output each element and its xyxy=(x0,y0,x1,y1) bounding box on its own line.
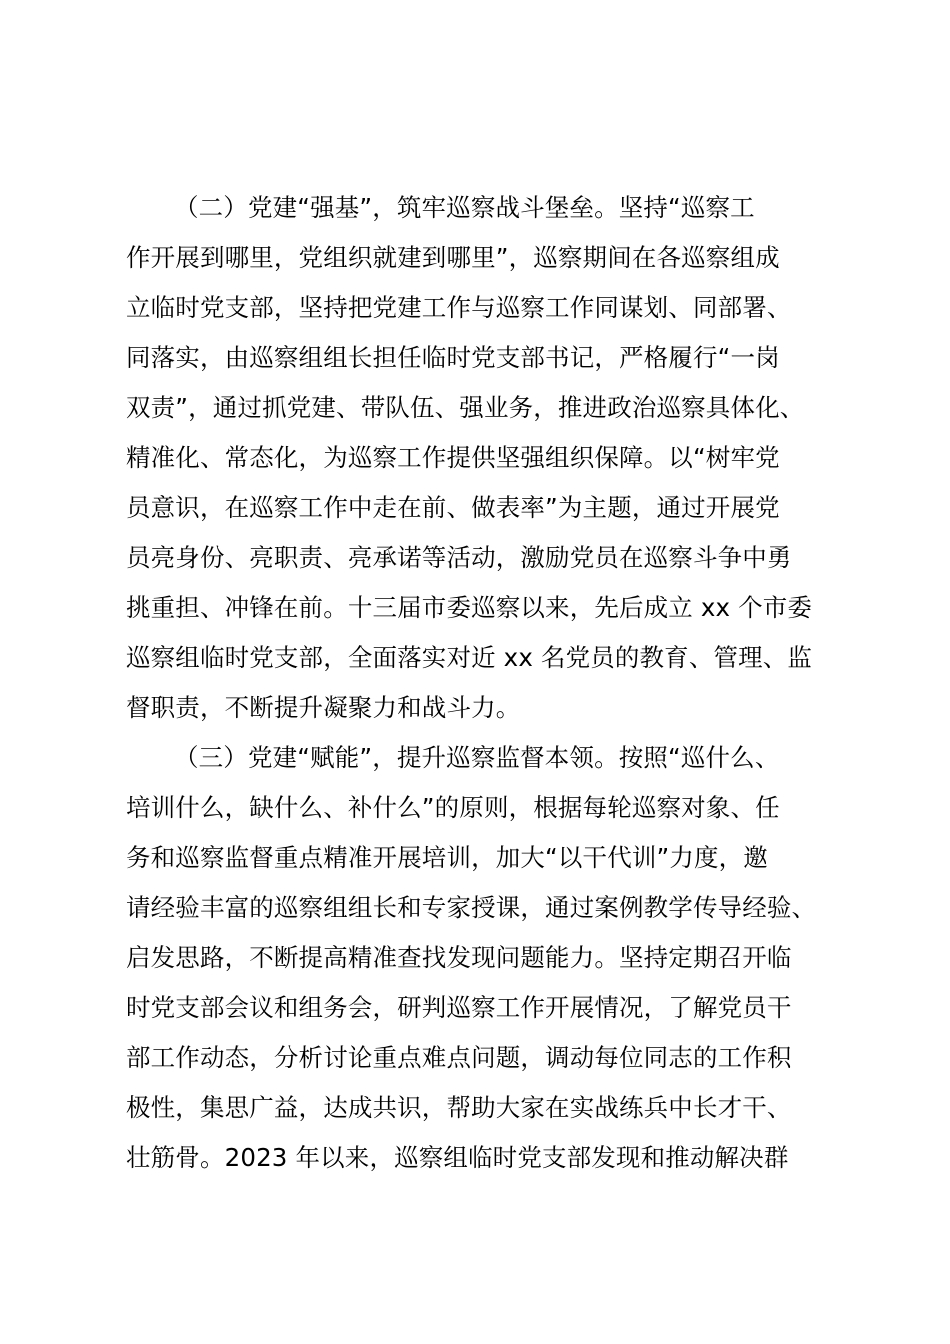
paragraph-3-line-1: （三）党建“赋能”，提升巡察监督本领。按照“巡什么、 xyxy=(174,743,780,772)
paragraph-2-line-7: 员意识，在巡察工作中走在前、做表率”为主题，通过开展党 xyxy=(126,493,780,522)
paragraph-2-line-9: 挑重担、冲锋在前。十三届市委巡察以来，先后成立 xx 个市委 xyxy=(126,593,813,622)
paragraph-3-line-7: 部工作动态，分析讨论重点难点问题，调动每位同志的工作积 xyxy=(126,1043,792,1072)
paragraph-2-line-8: 员亮身份、亮职责、亮承诺等活动，激励党员在巡察斗争中勇 xyxy=(126,543,792,572)
paragraph-2-line-11: 督职责，不断提升凝聚力和战斗力。 xyxy=(126,693,521,722)
paragraph-3-line-5: 启发思路，不断提高精准查找发现问题能力。坚持定期召开临 xyxy=(126,943,792,972)
paragraph-2-line-1: （二）党建“强基”，筑牢巡察战斗堡垒。坚持“巡察工 xyxy=(174,193,755,222)
paragraph-2-line-3: 立临时党支部，坚持把党建工作与巡察工作同谋划、同部署、 xyxy=(126,293,792,322)
paragraph-2-line-2: 作开展到哪里，党组织就建到哪里”，巡察期间在各巡察组成 xyxy=(126,243,780,272)
paragraph-2-line-6: 精准化、常态化，为巡察工作提供坚强组织保障。以“树牢党 xyxy=(126,443,780,472)
paragraph-3-line-8: 极性，集思广益，达成共识，帮助大家在实战练兵中长才干、 xyxy=(126,1093,792,1122)
body-text xyxy=(126,183,846,1183)
paragraph-2-line-10: 巡察组临时党支部，全面落实对近 xx 名党员的教育、管理、监 xyxy=(126,643,813,672)
paragraph-2-line-4: 同落实，由巡察组组长担任临时党支部书记，严格履行“一岗 xyxy=(126,343,780,372)
paragraph-3-line-9: 壮筋骨。2023 年以来，巡察组临时党支部发现和推动解决群 xyxy=(126,1143,789,1172)
paragraph-3-line-3: 务和巡察监督重点精准开展培训，加大“以干代训”力度，邀 xyxy=(126,843,768,872)
paragraph-3-line-6: 时党支部会议和组务会，研判巡察工作开展情况，了解党员干 xyxy=(126,993,792,1022)
paragraph-3-line-2: 培训什么，缺什么、补什么”的原则，根据每轮巡察对象、任 xyxy=(126,793,780,822)
paragraph-3-line-4: 请经验丰富的巡察组组长和专家授课，通过案例教学传导经验、 xyxy=(126,893,817,922)
paragraph-2-line-5: 双责”，通过抓党建、带队伍、强业务，推进政治巡察具体化、 xyxy=(126,393,805,422)
